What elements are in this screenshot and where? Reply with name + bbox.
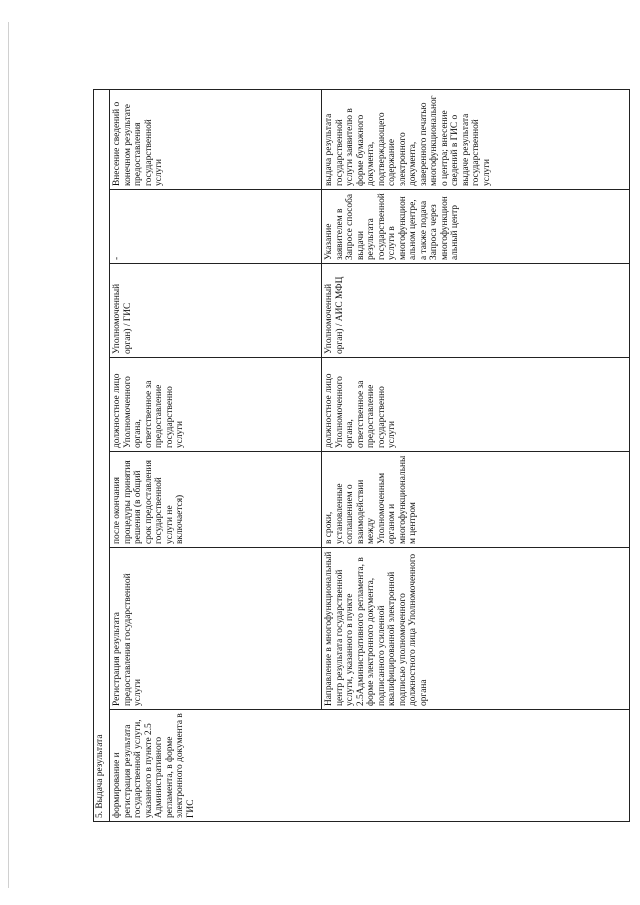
result-cell: Внесение сведений о конечном результате предоставления государственной услуги [110,89,322,189]
responsible-cell: должностное лицо Уполномоченного органа, ответственное за предоставление государственно услуги [110,358,322,452]
procedure-table [93,89,630,822]
term-cell: после окончания процедуры принятия решения (в общий срок предоставления государственной услуги не включается) [110,452,322,548]
action-cell: Регистрация результата предоставления государственной услуги [110,548,322,710]
section-header-row [94,89,110,821]
section-title: 5. Выдача результата [94,89,110,821]
system-cell: Уполномоченный орган) / АИС МФЦ [322,264,630,358]
rotated-table-container [93,90,633,822]
rotated-page-content [93,90,633,822]
criteria-cell: - [110,190,322,264]
scan-margin-line [8,22,9,888]
table-row [110,89,322,821]
term-cell: в сроки, установленные соглашением о взаимодействии между Уполномоченным органом и многофункциональным центром [322,452,630,548]
action-cell: Направление в многофункциональный центр результата государственной услуги, указанного в пункте 2.5Административного регламента, в форме электронного документа, подписанного усиленной квалифицированной электронной подписью уполномоченного должностного лица Уполномоченного органа [322,548,630,710]
criteria-cell: Указание заявителем в Запросе способа выдачи результата государственной услуги в многофункциональном центре, а также подача Запроса через многофункциональный центр [322,190,630,264]
system-cell: Уполномоченный орган) / ГИС [110,264,322,358]
result-cell: выдача результата государственной услуги заявителю в форме бумажного документа, подтверждающего содержание электронного документа, заверенного печатью многофункционального центра; внесение сведений в ГИС о выдаче результата государственной услуги [322,89,630,189]
responsible-cell: должностное лицо Уполномоченного органа, ответственное за предоставление государственно услуги [322,358,630,452]
stage-cell: формирование и регистрация результата государственной услуги, указанного в пункте 2.5 Административного регламента, в форме электронного документа в ГИС [110,710,630,822]
